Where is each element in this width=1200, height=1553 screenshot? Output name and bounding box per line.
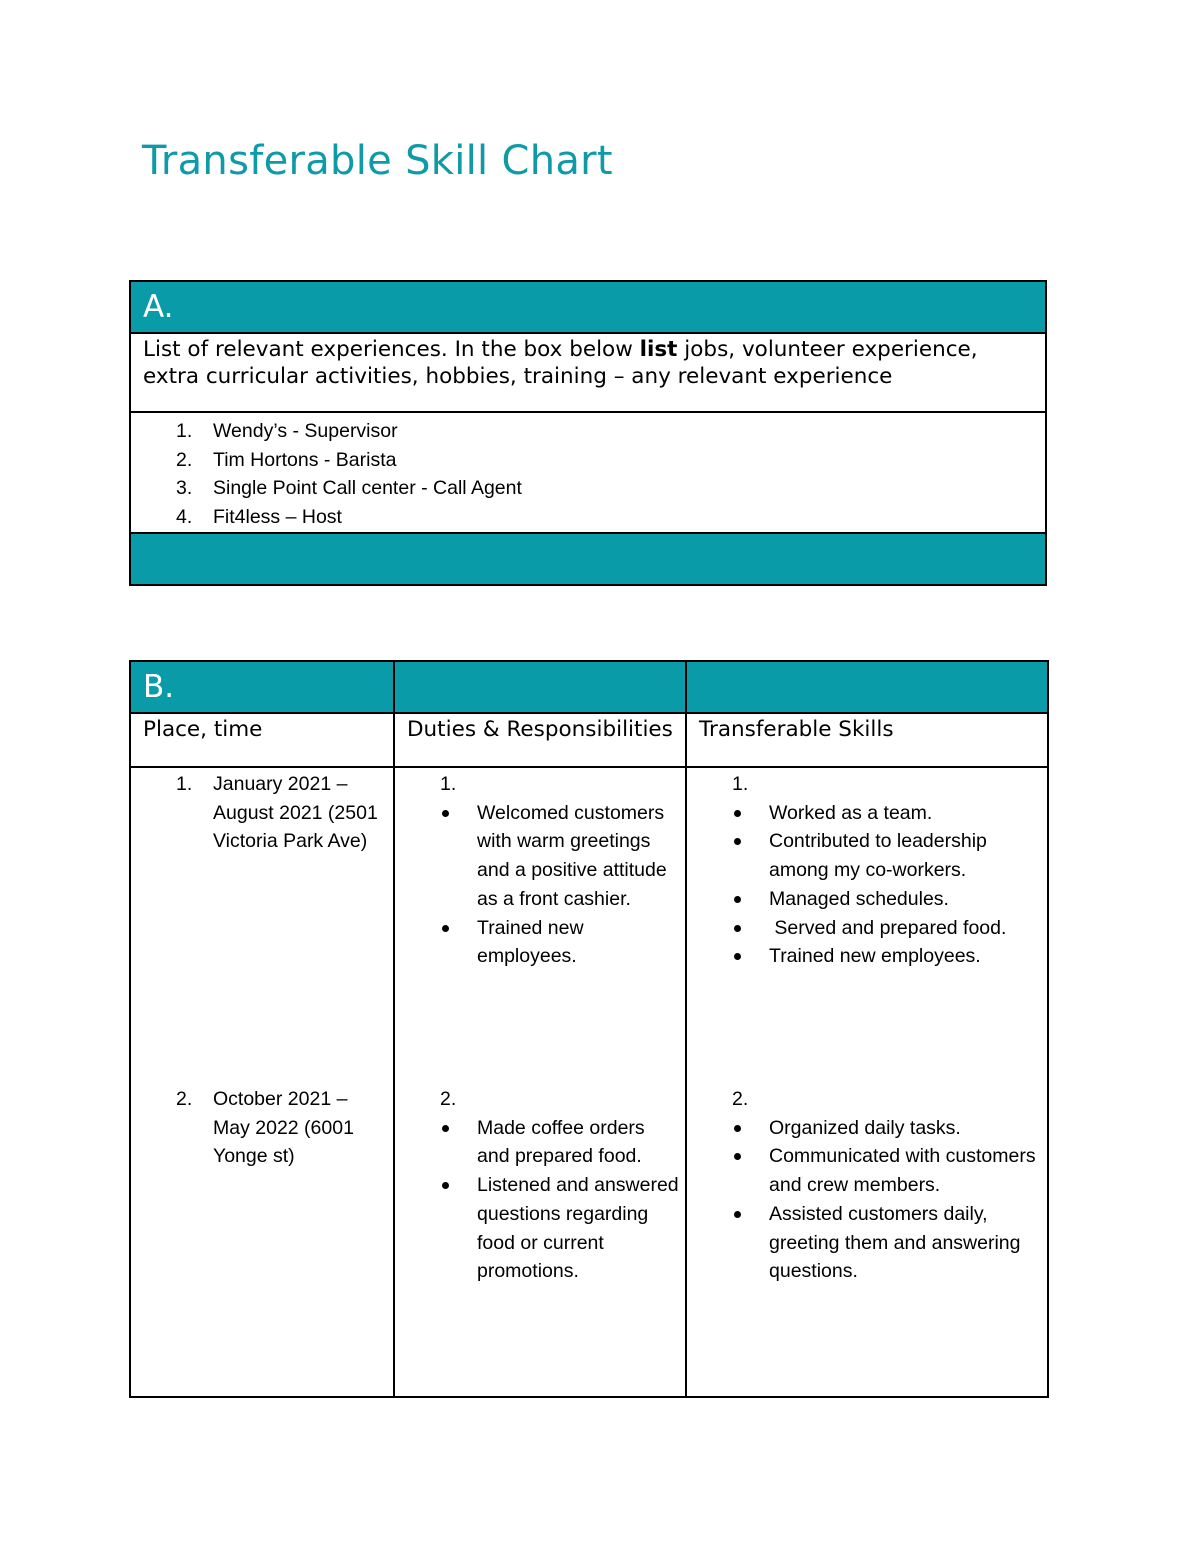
column-header-place: Place, time — [130, 713, 394, 767]
list-item: Managed schedules. — [687, 885, 1047, 914]
section-a-instructions: List of relevant experiences. In the box below list jobs, volunteer experience, extra curricular activities, hobbies, training – any relevant experience — [143, 337, 978, 389]
list-item: 4. Fit4less – Host — [176, 506, 342, 529]
bullet-icon — [734, 925, 741, 932]
list-item: Assisted customers daily, greeting them and answering questions. — [687, 1200, 1047, 1286]
place-cell — [130, 767, 394, 1397]
bullet-icon — [734, 810, 741, 817]
list-item: Organized daily tasks. — [687, 1114, 1047, 1143]
bullet-icon — [734, 896, 741, 903]
section-a-letter: A. — [143, 289, 174, 325]
skills-entry: 2. Organized daily tasks. Communicated with customers and crew members. Assisted customers daily, greeting them and answering questions. — [687, 1085, 1047, 1286]
duties-entry: 1. Welcomed customers with warm greetings and a positive attitude as a front cashier. Trained new employees. — [395, 768, 685, 1085]
skills-table — [129, 660, 1049, 1398]
place-entry: 2. October 2021 – May 2022 (6001 Yonge st) — [176, 1088, 354, 1168]
duties-cell — [394, 767, 686, 1397]
bullet-icon — [442, 1125, 449, 1132]
section-a-list-cell — [130, 412, 1046, 533]
section-b-header-blank — [686, 661, 1048, 713]
list-item: 1. Wendy’s - Supervisor — [176, 420, 398, 442]
list-item: Trained new employees. — [687, 942, 1047, 971]
list-item: Contributed to leadership among my co-workers. — [687, 827, 1047, 884]
list-item: 3. Single Point Call center - Call Agent — [176, 477, 522, 500]
bullet-icon — [734, 1211, 741, 1218]
bullet-icon — [734, 1125, 741, 1132]
bullet-icon — [442, 1182, 449, 1189]
skills-entry: 1. Worked as a team. Contributed to leadership among my co-workers. Managed schedules. Served and prepared food. Trained new employees. — [687, 768, 1047, 1085]
list-item: Listened and answered questions regarding food or current promotions. — [395, 1171, 685, 1286]
skills-cell — [686, 767, 1048, 1397]
section-b-letter: B. — [143, 669, 175, 705]
page-title: Transferable Skill Chart — [142, 138, 613, 184]
bullet-icon — [442, 810, 449, 817]
list-item: Welcomed customers with warm greetings and a positive attitude as a front cashier. — [395, 799, 685, 914]
place-entry: 1. January 2021 – August 2021 (2501 Victoria Park Ave) — [176, 773, 378, 853]
list-item: 2. Tim Hortons - Barista — [176, 448, 397, 471]
duties-entry: 2. Made coffee orders and prepared food. Listened and answered questions regarding food or current promotions. — [395, 1085, 685, 1286]
list-item: Served and prepared food. — [687, 914, 1047, 943]
column-header-skills: Transferable Skills — [686, 713, 1048, 767]
bullet-icon — [734, 1153, 741, 1160]
list-item: Communicated with customers and crew members. — [687, 1142, 1047, 1199]
section-b-header — [130, 661, 394, 713]
column-header-duties: Duties & Responsibilities — [394, 713, 686, 767]
bullet-icon — [734, 838, 741, 845]
experience-list — [131, 413, 1045, 532]
list-item: Trained new employees. — [395, 914, 685, 971]
bullet-icon — [734, 953, 741, 960]
list-item: Worked as a team. — [687, 799, 1047, 828]
section-a-instructions-cell — [130, 333, 1046, 412]
experience-table — [129, 280, 1047, 586]
list-item: Made coffee orders and prepared food. — [395, 1114, 685, 1171]
section-a-header — [130, 281, 1046, 333]
section-a-footer — [130, 533, 1046, 585]
bullet-icon — [442, 925, 449, 932]
section-b-header-blank — [394, 661, 686, 713]
